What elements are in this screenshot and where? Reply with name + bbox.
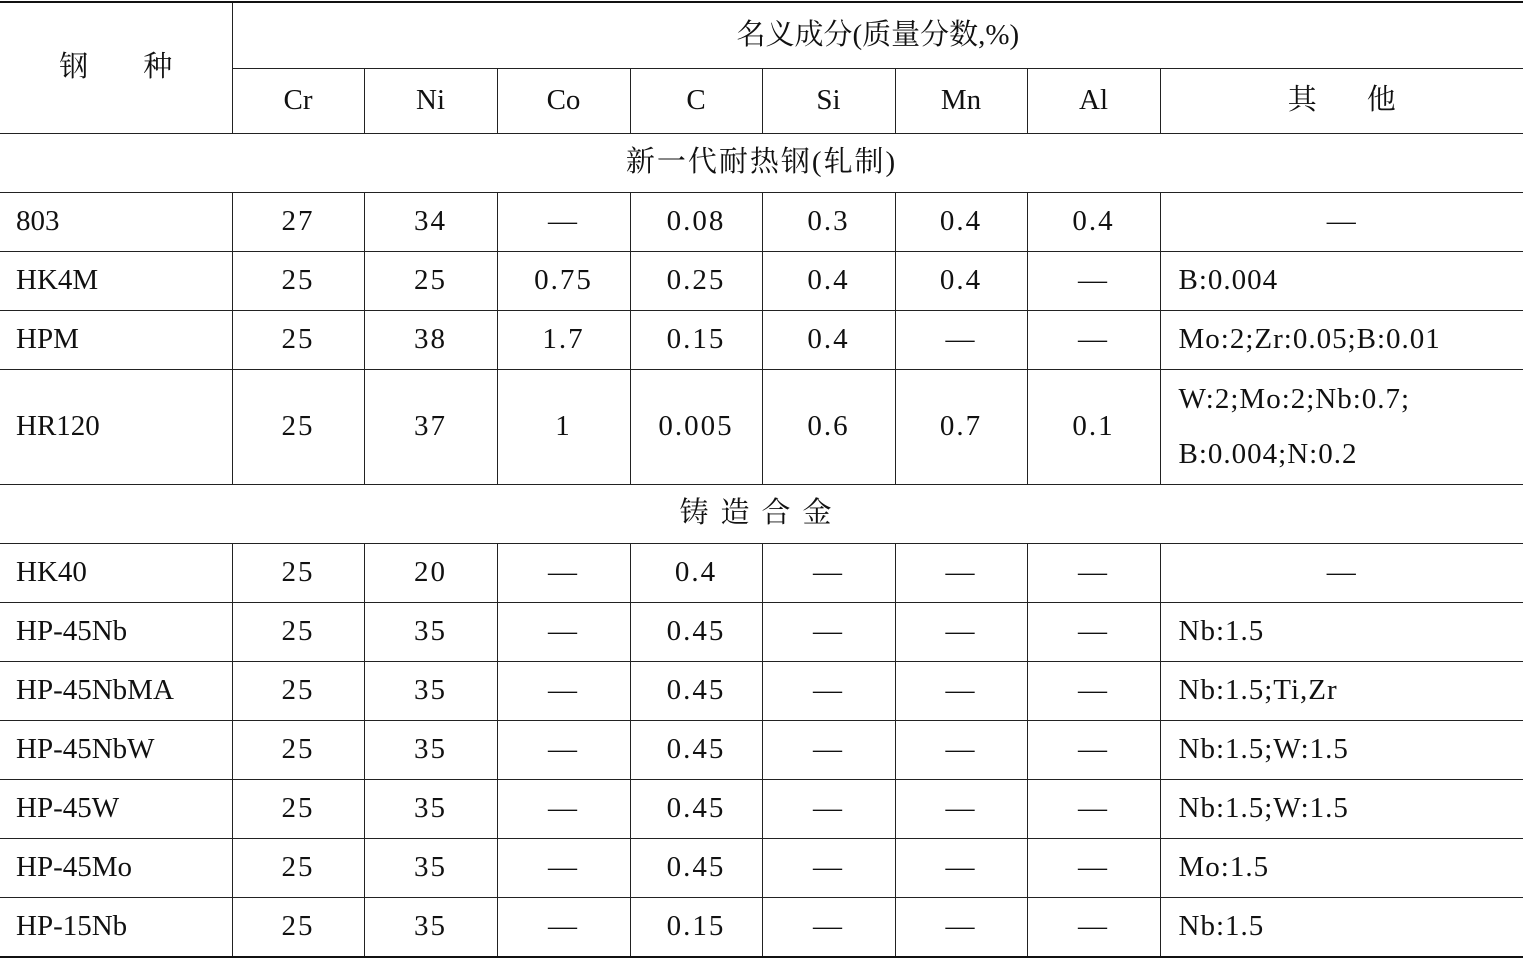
column-header-mn: Mn [895,69,1027,134]
value-cell-ni: 37 [364,370,497,485]
other-elements-text: W:2;Mo:2;Nb:0.7; [1178,383,1411,415]
table-row [0,311,1523,370]
value-cell-si: — [762,544,895,603]
value-cell-si: — [762,721,895,780]
column-header-cr: Cr [232,69,364,134]
value-cell-si: — [762,603,895,662]
other-elements-text: Mo:1.5 [1178,851,1270,884]
value-cell-mn: — [895,603,1027,662]
composition-group-header: 名义成分(质量分数,%) [232,2,1523,69]
value-cell-ni: 34 [364,193,497,252]
table-row [0,662,1523,721]
value-cell-ni: 35 [364,721,497,780]
table-row [0,839,1523,898]
steel-grade-cell: HP-45NbW [0,721,232,780]
value-cell-c: 0.15 [630,311,762,370]
other-elements-text: — [1326,556,1357,589]
value-cell-cr: 25 [232,780,364,839]
value-cell-ni: 35 [364,898,497,958]
value-cell-al: — [1027,603,1160,662]
table-row [0,780,1523,839]
value-cell-cr: 25 [232,721,364,780]
table-header [0,2,1523,134]
table-row [0,898,1523,958]
steel-grade-cell: 803 [0,193,232,252]
column-header-al: Al [1027,69,1160,134]
value-cell-al: 0.4 [1027,193,1160,252]
other-elements-text: Nb:1.5 [1178,615,1265,648]
value-cell-si: 0.4 [762,311,895,370]
value-cell-mn: — [895,311,1027,370]
steel-grade-cell: HP-15Nb [0,898,232,958]
table-row [0,252,1523,311]
composition-table [0,1,1523,958]
other-elements-cell [1160,193,1523,252]
column-header-si: Si [762,69,895,134]
table-row [0,721,1523,780]
column-header-other: 其 他 [1160,69,1523,134]
section-title: 铸造合金 [0,485,1523,544]
table-row [0,370,1523,485]
value-cell-al: — [1027,839,1160,898]
value-cell-co: — [497,603,630,662]
table-row [0,544,1523,603]
value-cell-al: — [1027,721,1160,780]
value-cell-c: 0.45 [630,603,762,662]
value-cell-c: 0.15 [630,898,762,958]
other-elements-text: — [1326,205,1357,238]
value-cell-mn: — [895,839,1027,898]
value-cell-mn: 0.4 [895,193,1027,252]
value-cell-c: 0.45 [630,721,762,780]
column-header-ni: Ni [364,69,497,134]
other-elements-text: B:0.004 [1178,264,1279,297]
column-header-co: Co [497,69,630,134]
other-elements-text: Nb:1.5 [1178,910,1265,943]
value-cell-si: 0.6 [762,370,895,485]
value-cell-c: 0.08 [630,193,762,252]
steel-grade-cell: HR120 [0,370,232,485]
value-cell-co: — [497,193,630,252]
other-elements-cell [1160,603,1523,662]
other-elements-cell [1160,370,1523,485]
value-cell-al: — [1027,252,1160,311]
steel-grade-cell: HPM [0,311,232,370]
other-elements-cell [1160,780,1523,839]
value-cell-cr: 25 [232,898,364,958]
other-elements-cell [1160,898,1523,958]
steel-grade-cell: HK40 [0,544,232,603]
other-elements-text: Nb:1.5;W:1.5 [1178,733,1349,766]
steel-grade-cell: HP-45Mo [0,839,232,898]
value-cell-c: 0.25 [630,252,762,311]
other-elements-cell [1160,662,1523,721]
table-body [0,134,1523,958]
value-cell-c: 0.45 [630,662,762,721]
value-cell-c: 0.005 [630,370,762,485]
value-cell-co: — [497,839,630,898]
value-cell-co: — [497,898,630,958]
value-cell-cr: 25 [232,370,364,485]
other-elements-text: Nb:1.5;Ti,Zr [1178,674,1338,707]
value-cell-ni: 35 [364,839,497,898]
value-cell-ni: 35 [364,662,497,721]
table-row [0,603,1523,662]
value-cell-co: 1.7 [497,311,630,370]
other-elements-cell [1160,839,1523,898]
value-cell-al: — [1027,662,1160,721]
value-cell-c: 0.45 [630,780,762,839]
value-cell-c: 0.4 [630,544,762,603]
steel-grade-cell: HP-45W [0,780,232,839]
table-row [0,193,1523,252]
value-cell-mn: — [895,721,1027,780]
other-elements-text: Nb:1.5;W:1.5 [1178,792,1349,825]
value-cell-si: — [762,898,895,958]
value-cell-mn: — [895,780,1027,839]
value-cell-co: — [497,721,630,780]
value-cell-ni: 35 [364,780,497,839]
value-cell-mn: — [895,544,1027,603]
value-cell-cr: 25 [232,839,364,898]
column-header-c: C [630,69,762,134]
other-elements-cell [1160,311,1523,370]
other-elements-cell [1160,544,1523,603]
value-cell-co: — [497,544,630,603]
value-cell-mn: — [895,662,1027,721]
steel-grade-cell: HK4M [0,252,232,311]
value-cell-si: 0.3 [762,193,895,252]
value-cell-al: 0.1 [1027,370,1160,485]
other-elements-text: B:0.004;N:0.2 [1178,438,1358,470]
value-cell-cr: 25 [232,252,364,311]
value-cell-si: — [762,662,895,721]
value-cell-mn: 0.7 [895,370,1027,485]
value-cell-al: — [1027,311,1160,370]
value-cell-cr: 25 [232,603,364,662]
grade-column-header: 钢 种 [0,2,232,134]
other-elements-cell [1160,252,1523,311]
value-cell-si: 0.4 [762,252,895,311]
other-elements-text: Mo:2;Zr:0.05;B:0.01 [1178,323,1441,356]
value-cell-co: 1 [497,370,630,485]
steel-grade-cell: HP-45NbMA [0,662,232,721]
value-cell-al: — [1027,898,1160,958]
value-cell-ni: 35 [364,603,497,662]
value-cell-mn: 0.4 [895,252,1027,311]
value-cell-ni: 38 [364,311,497,370]
section-title: 新一代耐热钢(轧制) [0,134,1523,193]
value-cell-cr: 25 [232,544,364,603]
value-cell-ni: 25 [364,252,497,311]
value-cell-c: 0.45 [630,839,762,898]
value-cell-ni: 20 [364,544,497,603]
value-cell-cr: 25 [232,662,364,721]
value-cell-co: 0.75 [497,252,630,311]
steel-grade-cell: HP-45Nb [0,603,232,662]
value-cell-al: — [1027,544,1160,603]
value-cell-al: — [1027,780,1160,839]
other-elements-cell [1160,721,1523,780]
value-cell-cr: 27 [232,193,364,252]
value-cell-mn: — [895,898,1027,958]
value-cell-co: — [497,780,630,839]
value-cell-cr: 25 [232,311,364,370]
value-cell-si: — [762,839,895,898]
value-cell-co: — [497,662,630,721]
value-cell-si: — [762,780,895,839]
